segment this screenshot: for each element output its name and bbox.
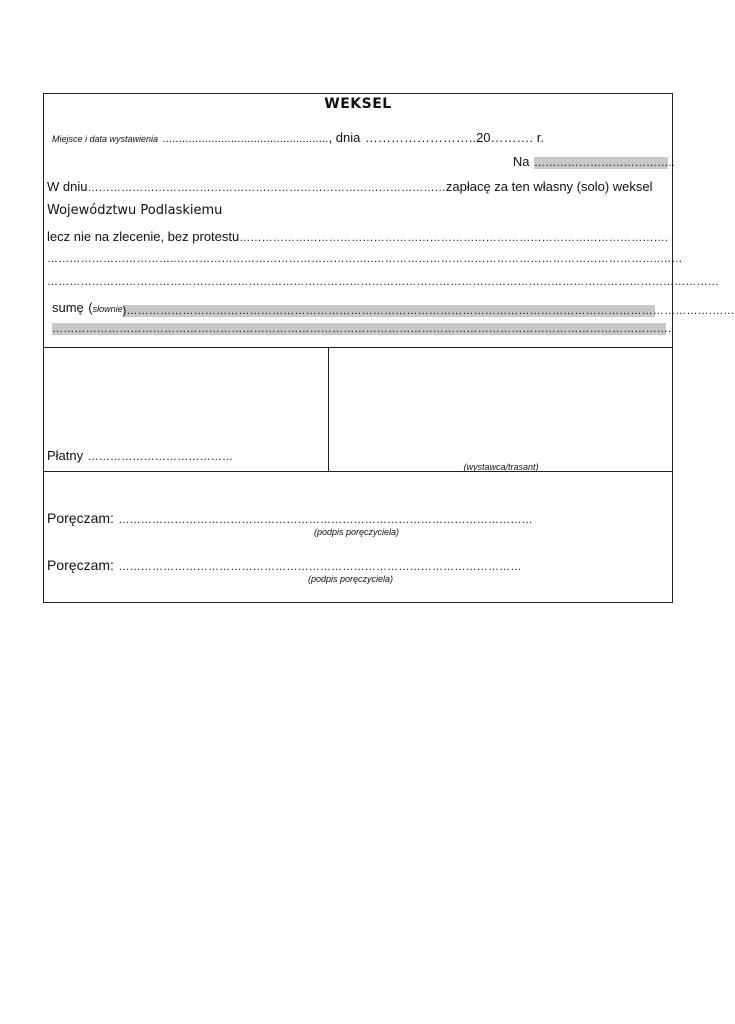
payment-date-row	[47, 178, 669, 196]
payee-name: Województwu Podlaskiemu	[47, 203, 223, 218]
sum-paren-close: )	[122, 305, 127, 317]
protest-field[interactable]: …………………………………………………………………………………………………….	[239, 232, 669, 244]
payer-row	[47, 447, 233, 465]
sum-words-field-2[interactable]: ………………………………………………………………………………………………………………………………………………….	[52, 323, 672, 335]
sum-words-label: słownie	[92, 304, 123, 314]
guarantee-caption: (podpis poręczyciela)	[314, 527, 400, 537]
sum-row	[52, 299, 735, 317]
amount-line-2[interactable]: ………………………………………………………………………………………………………………………………………………………………	[47, 276, 719, 288]
sum-paren-open: (	[88, 300, 93, 315]
promissory-note-form	[43, 93, 735, 603]
place-date-row	[52, 129, 544, 147]
form-title: WEKSEL	[324, 96, 392, 112]
amount-line-1[interactable]: ……………………………..……………………………………………..…………………………………………………………………..……	[47, 253, 683, 265]
payment-clause: zapłacę za ten własny (solo) weksel	[445, 179, 653, 194]
divider	[44, 347, 672, 348]
guarantee-caption: (podpis poręczyciela)	[308, 574, 394, 584]
date-field[interactable]: ……………………..20………. r.	[364, 130, 544, 145]
guarantee-label: Poręczam:	[47, 557, 114, 573]
protest-text: lecz nie na zlecenie, bez protestu	[47, 229, 240, 244]
guarantee-row-2	[47, 557, 522, 575]
sum-label: sumę	[52, 300, 84, 315]
guarantee-signature-field[interactable]: …………………………………………………………………………………………………	[118, 514, 533, 526]
guarantee-label: Poręczam:	[47, 510, 114, 526]
place-date-label: Miejsce i data wystawienia	[52, 134, 159, 144]
recipient-field[interactable]: ………………………………..	[534, 157, 675, 169]
w-dniu-label: W dniu	[47, 179, 88, 194]
divider	[44, 471, 672, 472]
guarantee-row-1	[47, 510, 533, 528]
sum-words-field[interactable]: ………………………………………………………………………………………………………………………………………….……	[126, 305, 735, 317]
na-label: Na	[512, 154, 530, 169]
payment-date-field[interactable]: ……………………………………………………………………………………	[87, 182, 446, 194]
recipient-row	[512, 153, 675, 171]
divider	[328, 347, 329, 471]
payer-field[interactable]: …………………………………	[87, 451, 234, 463]
protest-row	[47, 228, 669, 246]
guarantee-signature-field[interactable]: ………………………………………………………………………………………………	[118, 561, 522, 573]
payer-label: Płatny	[47, 448, 84, 463]
issuer-caption: (wystawca/trasant)	[463, 462, 539, 472]
dnia-label: , dnia	[328, 130, 361, 145]
place-field[interactable]: ...................................................	[162, 133, 329, 145]
